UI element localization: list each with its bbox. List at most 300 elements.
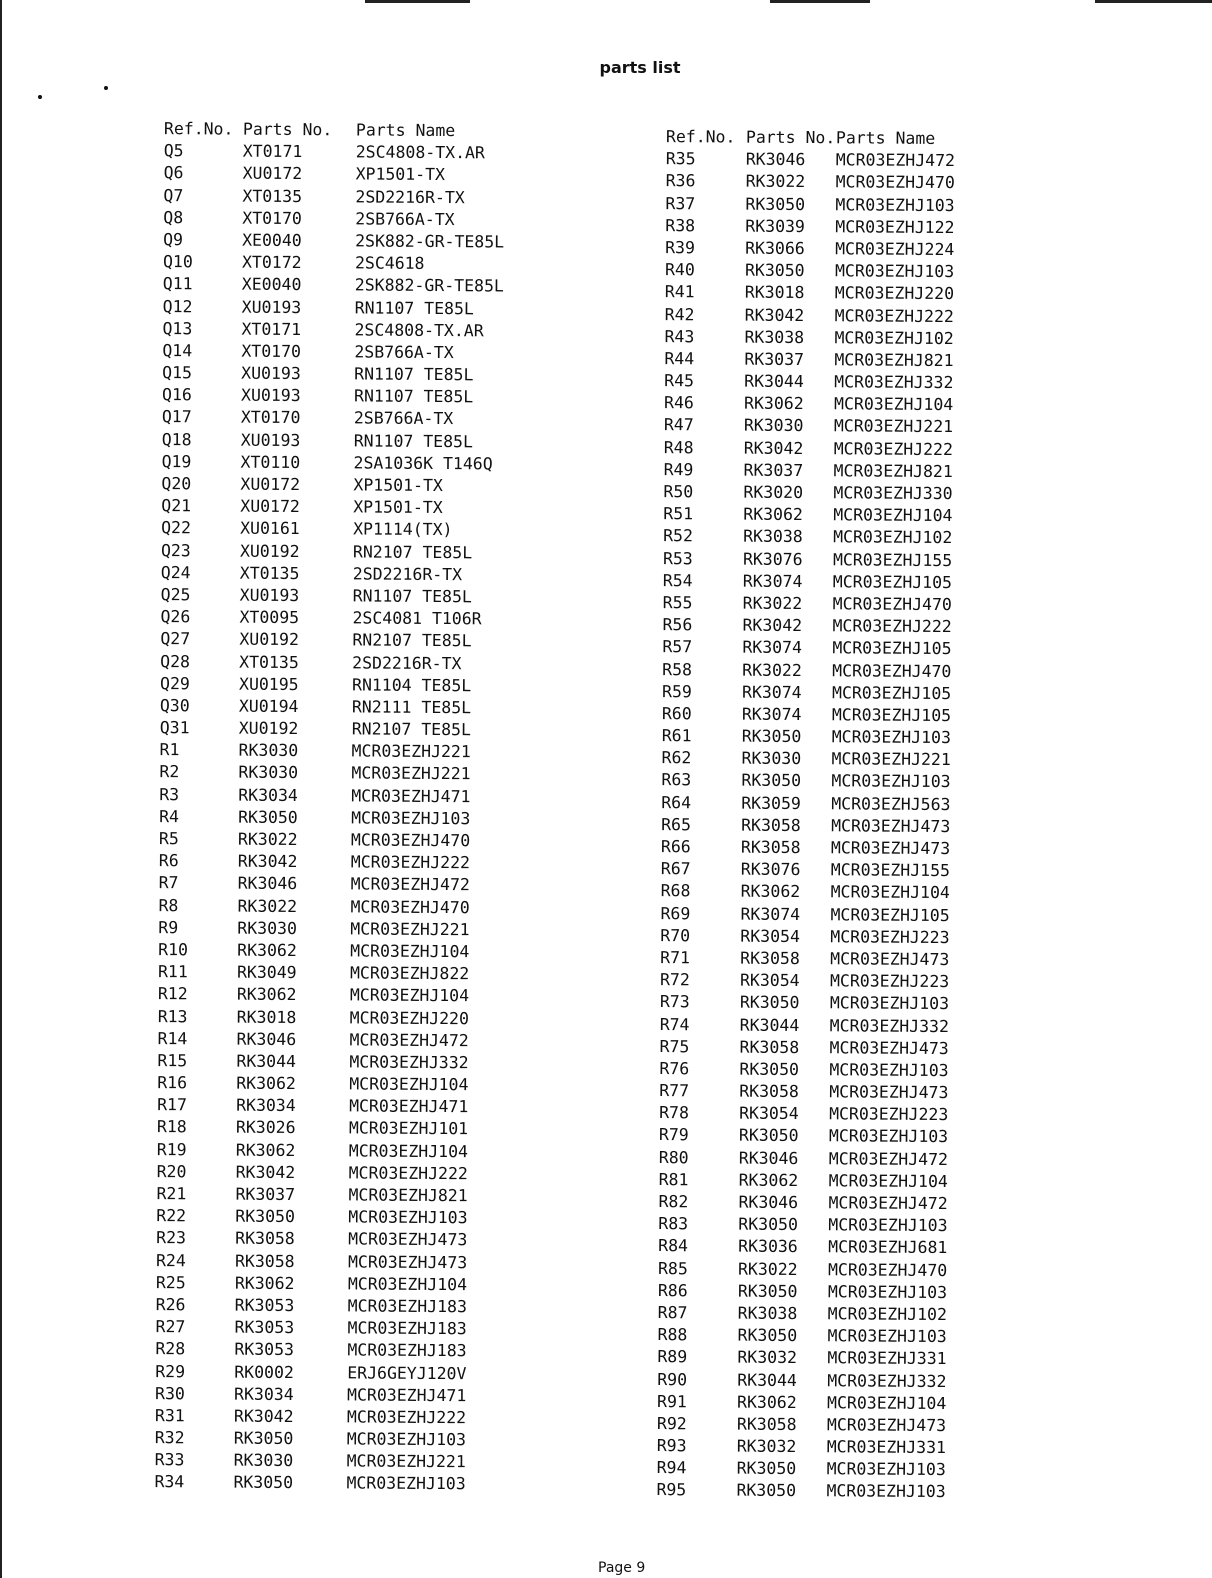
ref-cell: R10 — [158, 940, 189, 960]
part-name-cell: MCR03EZHJ331 — [827, 1348, 947, 1369]
table-row — [648, 925, 1030, 950]
ref-cell: Q20 — [161, 474, 192, 494]
part-name-cell: MCR03EZHJ103 — [828, 1215, 948, 1236]
table-row — [653, 237, 1035, 262]
ref-cell: R78 — [659, 1103, 689, 1123]
part-name-cell: MCR03EZHJ221 — [833, 416, 954, 437]
part-name-cell: MCR03EZHJ104 — [347, 1274, 468, 1294]
ref-cell: R36 — [665, 171, 696, 191]
part-number-cell: XT0170 — [241, 341, 302, 361]
ref-cell: R9 — [158, 917, 179, 937]
part-number-cell: RK3020 — [743, 482, 804, 503]
table-row — [652, 392, 1034, 417]
part-number-cell: RK3030 — [743, 416, 804, 436]
ref-cell: R82 — [658, 1192, 689, 1212]
part-number-cell: XU0172 — [242, 164, 303, 184]
part-number-cell: RK3022 — [745, 172, 806, 192]
ref-cell: R76 — [659, 1058, 690, 1079]
table-header — [654, 126, 1036, 151]
ref-cell: R67 — [660, 859, 691, 879]
ref-cell: Q12 — [162, 296, 193, 316]
part-name-cell: RN1107 TE85L — [352, 586, 472, 607]
ref-cell: R56 — [662, 615, 693, 635]
part-number-cell: RK3062 — [743, 504, 803, 525]
part-number-cell: RK3046 — [237, 874, 298, 894]
part-name-cell: MCR03EZHJ103 — [829, 1060, 949, 1080]
part-name-cell: MCR03EZHJ104 — [833, 505, 953, 526]
ref-cell: R30 — [155, 1383, 185, 1403]
part-number-cell: RK3038 — [744, 327, 805, 347]
part-name-cell: MCR03EZHJ221 — [351, 763, 471, 784]
ref-cell: Q11 — [162, 274, 193, 294]
part-number-cell: RK3030 — [233, 1450, 294, 1471]
part-number-cell: RK3053 — [234, 1295, 295, 1315]
table-row — [141, 1316, 547, 1341]
part-name-cell: MCR03EZHJ222 — [346, 1407, 467, 1428]
part-name-cell: MCR03EZHJ103 — [346, 1473, 466, 1494]
ref-cell: R12 — [157, 984, 188, 1004]
ref-cell: R53 — [662, 548, 693, 568]
part-name-cell: MCR03EZHJ471 — [349, 1096, 469, 1117]
ref-cell: R37 — [665, 193, 696, 213]
part-number-cell: RK3050 — [741, 726, 802, 747]
part-name-cell: MCR03EZHJ563 — [831, 793, 951, 814]
ref-cell: R59 — [661, 681, 692, 701]
part-name-cell: MCR03EZHJ155 — [830, 860, 951, 881]
table-row — [646, 1302, 1028, 1327]
table-row — [146, 650, 552, 675]
part-name-cell: MCR03EZHJ471 — [351, 786, 471, 806]
part-number-cell: RK3018 — [744, 282, 805, 303]
ref-cell: R3 — [159, 784, 180, 804]
table-row — [652, 370, 1034, 395]
part-number-cell: RK3050 — [737, 1325, 798, 1346]
part-number-cell: XU0192 — [239, 541, 300, 561]
part-number-cell: RK3054 — [739, 970, 800, 991]
table-row — [648, 903, 1030, 928]
table-row — [144, 939, 550, 964]
table-row — [142, 1294, 548, 1319]
part-number-cell: RK3062 — [234, 1273, 295, 1293]
page-title: parts list — [599, 58, 681, 77]
ref-cell: R38 — [665, 215, 696, 236]
part-name-cell: MCR03EZHJ473 — [829, 1037, 949, 1058]
header-name: Parts Name — [835, 128, 936, 148]
table-row — [649, 769, 1031, 794]
table-row — [651, 481, 1033, 506]
part-name-cell: MCR03EZHJ470 — [350, 830, 471, 851]
table-row — [647, 1080, 1029, 1105]
part-number-cell: RK3032 — [736, 1436, 797, 1457]
part-number-cell: RK3046 — [236, 1029, 297, 1049]
part-name-cell: 2SD2216R-TX — [352, 564, 463, 584]
table-row — [147, 495, 553, 520]
table-row — [645, 1435, 1027, 1460]
ref-cell: R4 — [159, 806, 180, 827]
part-number-cell: RK3074 — [742, 571, 803, 591]
ref-cell: R51 — [663, 504, 694, 524]
ref-cell: R31 — [154, 1405, 185, 1426]
table-row — [650, 747, 1032, 772]
table-row — [653, 281, 1035, 306]
table-row — [649, 836, 1031, 861]
part-number-cell: RK3022 — [737, 1259, 798, 1279]
ref-cell: R64 — [661, 792, 692, 812]
ref-cell: R93 — [656, 1436, 687, 1456]
table-row — [649, 858, 1031, 883]
part-number-cell: RK3034 — [234, 1384, 294, 1404]
part-name-cell: RN2107 TE85L — [352, 541, 473, 562]
part-name-cell: XP1114(TX) — [353, 519, 453, 540]
part-number-cell: RK3050 — [744, 260, 805, 281]
ref-cell: Q19 — [161, 451, 192, 472]
part-name-cell: MCR03EZHJ681 — [828, 1237, 948, 1258]
part-name-cell: MCR03EZHJ104 — [828, 1171, 948, 1191]
table-row — [646, 1191, 1028, 1216]
scan-dot — [38, 95, 42, 99]
ref-cell: R94 — [656, 1458, 687, 1478]
table-row — [650, 636, 1032, 661]
table-row — [650, 703, 1032, 728]
ref-cell: R79 — [658, 1125, 689, 1145]
ref-cell: R48 — [663, 437, 694, 457]
part-number-cell: RK3050 — [741, 771, 802, 791]
ref-cell: R63 — [661, 770, 692, 790]
part-number-cell: RK3050 — [736, 1458, 797, 1479]
ref-cell: R28 — [155, 1339, 186, 1359]
ref-cell: R14 — [157, 1028, 188, 1048]
table-row — [148, 362, 554, 387]
table-row — [645, 1413, 1027, 1438]
part-name-cell: MCR03EZHJ104 — [830, 882, 950, 903]
part-number-cell: RK3038 — [743, 527, 803, 547]
ref-cell: Q15 — [162, 363, 193, 383]
ref-cell: R22 — [156, 1206, 187, 1226]
part-number-cell: XE0040 — [241, 274, 302, 295]
part-number-cell: RK3042 — [744, 305, 805, 325]
part-number-cell: RK3050 — [738, 1126, 799, 1146]
part-name-cell: 2SC4081 T106R — [352, 608, 482, 629]
table-row — [141, 1383, 547, 1408]
part-number-cell: RK3026 — [235, 1118, 296, 1138]
part-number-cell: RK3059 — [741, 793, 801, 813]
table-row — [146, 673, 552, 698]
part-name-cell: MCR03EZHJ223 — [829, 1104, 949, 1125]
part-name-cell: MCR03EZHJ332 — [349, 1052, 469, 1073]
ref-cell: R32 — [154, 1428, 185, 1448]
ref-cell: R60 — [661, 703, 692, 724]
ref-cell: Q7 — [163, 185, 184, 205]
part-name-cell: MCR03EZHJ332 — [829, 1015, 950, 1036]
part-number-cell: XT0170 — [240, 408, 301, 428]
part-number-cell: RK3053 — [234, 1339, 295, 1360]
part-number-cell: XU0194 — [238, 696, 299, 716]
table-row — [145, 806, 551, 831]
part-number-cell: RK3058 — [234, 1251, 295, 1271]
ref-cell: R46 — [664, 393, 694, 413]
table-row — [146, 628, 552, 653]
part-number-cell: RK3050 — [739, 992, 800, 1013]
table-row — [652, 326, 1034, 351]
part-name-cell: 2SD2216R-TX — [355, 186, 465, 207]
part-number-cell: RK3022 — [742, 660, 802, 680]
part-number-cell: XT0172 — [241, 252, 302, 273]
table-row — [647, 1124, 1029, 1149]
table-row — [143, 1072, 549, 1097]
part-number-cell: RK3074 — [741, 704, 802, 724]
ref-cell: R80 — [658, 1147, 689, 1167]
part-number-cell: RK3030 — [238, 740, 299, 761]
part-number-cell: RK3030 — [237, 918, 298, 938]
table-row — [647, 1058, 1029, 1083]
part-number-cell: RK3044 — [744, 371, 804, 392]
ref-cell: R62 — [661, 748, 692, 768]
part-name-cell: MCR03EZHJ102 — [833, 527, 953, 548]
part-name-cell: MCR03EZHJ103 — [827, 1281, 948, 1302]
scan-edge — [0, 0, 2, 1578]
part-name-cell: MCR03EZHJ104 — [827, 1392, 947, 1413]
part-name-cell: MCR03EZHJ472 — [835, 150, 956, 171]
ref-cell: R19 — [156, 1139, 187, 1159]
header-ref: Ref.No. — [163, 119, 234, 139]
part-name-cell: MCR03EZHJ155 — [832, 549, 953, 570]
part-name-cell: MCR03EZHJ101 — [348, 1118, 469, 1139]
table-row — [647, 1036, 1029, 1061]
part-number-cell: RK3050 — [235, 1206, 296, 1227]
part-number-cell: RK3062 — [738, 1170, 799, 1190]
part-name-cell: MCR03EZHJ105 — [832, 572, 953, 592]
ref-cell: Q17 — [161, 407, 192, 427]
table-row — [652, 414, 1034, 439]
ref-cell: R41 — [664, 282, 695, 302]
ref-cell: Q23 — [160, 540, 191, 560]
ref-cell: R21 — [156, 1184, 187, 1204]
part-name-cell: MCR03EZHJ221 — [351, 741, 471, 762]
part-name-cell: MCR03EZHJ222 — [834, 305, 954, 326]
part-number-cell: RK3039 — [745, 216, 805, 236]
part-number-cell: RK3058 — [740, 948, 800, 968]
table-row — [650, 658, 1032, 683]
part-name-cell: MCR03EZHJ103 — [834, 261, 955, 282]
ref-cell: R11 — [157, 962, 188, 982]
part-name-cell: XP1501-TX — [353, 475, 443, 496]
table-row — [143, 1139, 549, 1164]
table-row — [144, 895, 550, 920]
part-number-cell: RK3050 — [737, 1281, 798, 1301]
table-row — [651, 592, 1033, 617]
ref-cell: Q27 — [160, 629, 191, 649]
part-number-cell: RK3062 — [743, 393, 804, 414]
part-number-cell: RK3076 — [742, 549, 803, 569]
parts-table-left — [140, 118, 556, 1496]
part-name-cell: RN2107 TE85L — [352, 630, 472, 651]
table-row — [647, 1102, 1029, 1127]
table-row — [146, 695, 552, 720]
part-name-cell: MCR03EZHJ221 — [831, 749, 951, 770]
part-number-cell: RK3034 — [236, 1095, 296, 1116]
ref-cell: R17 — [157, 1095, 187, 1115]
part-number-cell: RK3030 — [238, 763, 299, 783]
part-name-cell: MCR03EZHJ102 — [834, 327, 954, 348]
ref-cell: R6 — [158, 851, 179, 871]
table-row — [144, 983, 550, 1008]
part-number-cell: XT0171 — [242, 141, 303, 162]
table-row — [149, 185, 555, 210]
ref-cell: R81 — [658, 1169, 689, 1190]
ref-cell: R86 — [657, 1280, 688, 1301]
ref-cell: Q8 — [163, 207, 184, 227]
part-name-cell: MCR03EZHJ470 — [832, 660, 952, 681]
table-row — [143, 1094, 549, 1119]
table-row — [646, 1213, 1028, 1238]
part-name-cell: 2SA1036K T146Q — [353, 453, 493, 474]
table-row — [648, 969, 1030, 994]
part-number-cell: RK3062 — [236, 1073, 296, 1094]
part-number-cell: RK3050 — [738, 1214, 799, 1235]
part-name-cell: MCR03EZHJ822 — [349, 963, 470, 984]
ref-cell: R24 — [155, 1250, 186, 1270]
part-name-cell: MCR03EZHJ473 — [829, 1082, 949, 1103]
part-name-cell: MCR03EZHJ183 — [347, 1340, 467, 1361]
part-number-cell: RK3074 — [741, 682, 802, 702]
table-row — [147, 562, 553, 587]
part-number-cell: RK3022 — [237, 829, 298, 850]
part-number-cell: RK3058 — [739, 1037, 800, 1057]
table-row — [649, 792, 1031, 817]
ref-cell: R1 — [159, 740, 180, 760]
ref-cell: R35 — [665, 149, 696, 169]
table-row — [145, 784, 551, 809]
part-name-cell: MCR03EZHJ183 — [347, 1296, 467, 1317]
part-name-cell: MCR03EZHJ222 — [350, 852, 471, 873]
part-name-cell: RN1107 TE85L — [354, 364, 474, 385]
part-number-cell: RK3042 — [235, 1162, 296, 1182]
part-number-cell: RK3030 — [741, 748, 802, 769]
part-name-cell: MCR03EZHJ223 — [829, 971, 950, 992]
part-name-cell: MCR03EZHJ103 — [827, 1326, 947, 1347]
part-number-cell: XU0195 — [238, 674, 299, 694]
part-name-cell: 2SB766A-TX — [354, 342, 454, 363]
part-name-cell: MCR03EZHJ103 — [826, 1481, 946, 1502]
ref-cell: R8 — [158, 895, 179, 915]
part-number-cell: RK3022 — [742, 593, 803, 613]
table-row — [150, 140, 556, 165]
ref-cell: R26 — [155, 1295, 186, 1315]
table-row — [142, 1205, 548, 1230]
part-number-cell: RK3050 — [745, 194, 806, 214]
table-row — [143, 1161, 549, 1186]
part-name-cell: MCR03EZHJ472 — [350, 874, 470, 895]
table-row — [649, 880, 1031, 905]
table-row — [148, 406, 554, 431]
part-number-cell: XT0110 — [240, 452, 301, 472]
table-row — [148, 451, 554, 476]
table-row — [145, 850, 551, 875]
header-name: Parts Name — [355, 120, 456, 141]
ref-cell: R68 — [660, 881, 691, 901]
part-name-cell: 2SC4618 — [354, 253, 425, 274]
table-row — [648, 1013, 1030, 1038]
part-name-cell: MCR03EZHJ221 — [346, 1451, 466, 1472]
table-row — [644, 1479, 1026, 1504]
part-number-cell: XT0135 — [239, 563, 300, 583]
ref-cell: Q5 — [163, 141, 184, 161]
part-name-cell: MCR03EZHJ471 — [347, 1385, 467, 1405]
part-number-cell: RK3062 — [737, 1392, 797, 1412]
part-name-cell: MCR03EZHJ104 — [349, 1074, 469, 1095]
part-number-cell: RK3042 — [237, 851, 298, 872]
table-row — [652, 348, 1034, 373]
ref-cell: Q6 — [163, 163, 184, 183]
part-number-cell: RK3062 — [237, 940, 297, 960]
part-number-cell: RK3049 — [236, 962, 297, 983]
part-number-cell: RK3042 — [742, 615, 803, 636]
table-row — [142, 1250, 548, 1275]
part-name-cell: MCR03EZHJ472 — [828, 1148, 949, 1169]
ref-cell: R40 — [664, 260, 695, 280]
part-number-cell: RK3050 — [233, 1473, 294, 1493]
part-name-cell: MCR03EZHJ122 — [835, 217, 955, 237]
top-mark — [770, 0, 870, 3]
part-number-cell: RK3058 — [739, 1081, 799, 1102]
part-name-cell: MCR03EZHJ472 — [349, 1030, 469, 1050]
table-row — [146, 739, 552, 764]
part-name-cell: MCR03EZHJ105 — [831, 705, 952, 725]
part-name-cell: 2SK882-GR-TE85L — [355, 231, 505, 252]
table-row — [141, 1360, 547, 1385]
part-name-cell: MCR03EZHJ104 — [833, 394, 954, 415]
table-row — [149, 295, 555, 320]
ref-cell: R7 — [158, 873, 179, 893]
table-row — [142, 1227, 548, 1252]
ref-cell: R61 — [661, 726, 692, 746]
part-number-cell: RK3037 — [743, 460, 804, 480]
part-name-cell: MCR03EZHJ331 — [826, 1437, 947, 1458]
table-row — [653, 303, 1035, 328]
table-row — [140, 1471, 546, 1496]
part-number-cell: RK3046 — [738, 1148, 799, 1168]
part-name-cell: MCR03EZHJ103 — [829, 993, 950, 1014]
part-number-cell: RK3046 — [745, 149, 806, 170]
table-row — [141, 1405, 547, 1430]
ref-cell: R75 — [659, 1036, 690, 1056]
top-mark — [1095, 0, 1212, 3]
part-name-cell: MCR03EZHJ330 — [833, 483, 953, 504]
ref-cell: R42 — [664, 304, 695, 324]
part-name-cell: MCR03EZHJ103 — [346, 1429, 467, 1450]
part-name-cell: MCR03EZHJ105 — [832, 638, 952, 659]
table-row — [147, 473, 553, 498]
ref-cell: R54 — [662, 570, 693, 591]
part-name-cell: MCR03EZHJ332 — [834, 372, 954, 393]
table-row — [146, 717, 552, 742]
table-row — [142, 1272, 548, 1297]
ref-cell: R69 — [660, 903, 691, 923]
table-row — [149, 251, 555, 276]
ref-cell: R66 — [660, 837, 691, 857]
part-name-cell: MCR03EZHJ104 — [348, 1141, 469, 1161]
ref-cell: R70 — [660, 925, 691, 946]
part-name-cell: RN1104 TE85L — [351, 675, 472, 695]
ref-cell: R52 — [663, 526, 694, 546]
table-row — [646, 1280, 1028, 1305]
header-part: Parts No. — [745, 127, 836, 148]
part-number-cell: RK3032 — [737, 1347, 798, 1368]
part-name-cell: MCR03EZHJ103 — [828, 1126, 949, 1147]
table-row — [149, 207, 555, 232]
part-name-cell: MCR03EZHJ104 — [350, 941, 470, 962]
part-name-cell: MCR03EZHJ103 — [351, 808, 471, 829]
